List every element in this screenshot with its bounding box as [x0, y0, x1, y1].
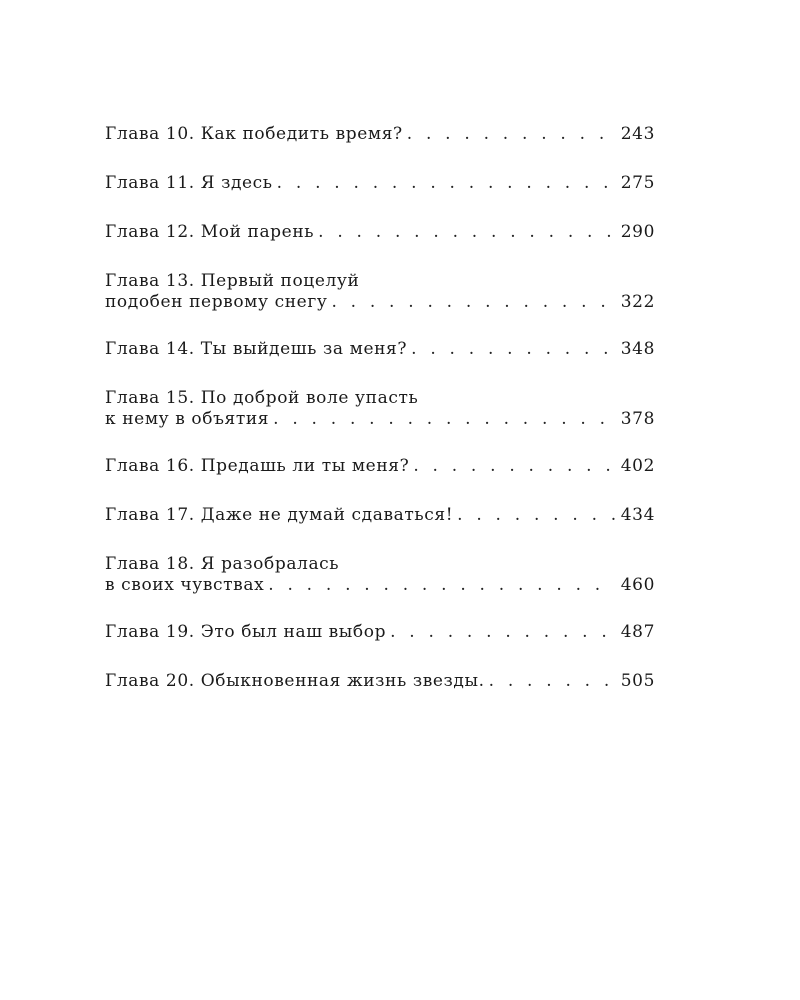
dot-leader	[407, 124, 615, 145]
chapter-title: Глава 11. Я здесь	[105, 173, 273, 193]
page-number: 275	[620, 173, 655, 193]
toc-entry-chapter-18	[105, 554, 655, 596]
chapter-title: Глава 20. Обыкновенная жизнь звезды.	[105, 671, 485, 691]
toc-entry-chapter-20	[105, 671, 655, 692]
table-of-contents	[105, 124, 655, 720]
toc-line	[105, 388, 655, 409]
toc-line	[105, 575, 655, 596]
toc-line	[105, 222, 655, 243]
toc-entry-chapter-15	[105, 388, 655, 430]
toc-entry-chapter-17	[105, 505, 655, 526]
chapter-title-continuation: в своих чувствах	[105, 575, 265, 595]
page-number: 348	[620, 339, 655, 359]
dot-leader	[457, 505, 615, 526]
chapter-title: Глава 16. Предашь ли ты меня?	[105, 456, 410, 476]
toc-line	[105, 173, 655, 194]
chapter-title: Глава 15. По доброй воле упасть	[105, 388, 419, 408]
toc-entry-chapter-14	[105, 339, 655, 360]
toc-entry-chapter-16	[105, 456, 655, 477]
toc-line	[105, 622, 655, 643]
chapter-title: Глава 10. Как победить время?	[105, 124, 403, 144]
toc-line	[105, 554, 655, 575]
toc-entry-chapter-10	[105, 124, 655, 145]
dot-leader	[318, 222, 615, 243]
page-number: 402	[620, 456, 655, 476]
page-number: 290	[620, 222, 655, 242]
page-number: 243	[620, 124, 655, 144]
toc-line	[105, 271, 655, 292]
page-number: 322	[620, 292, 655, 312]
chapter-title-continuation: подобен первому снегу	[105, 292, 328, 312]
toc-line	[105, 456, 655, 477]
dot-leader	[489, 671, 615, 692]
toc-entry-chapter-12	[105, 222, 655, 243]
chapter-title: Глава 12. Мой парень	[105, 222, 315, 242]
toc-line	[105, 339, 655, 360]
toc-line	[105, 671, 655, 692]
chapter-title: Глава 13. Первый поцелуй	[105, 271, 360, 291]
dot-leader	[331, 292, 614, 313]
page-number: 487	[620, 622, 655, 642]
chapter-title: Глава 18. Я разобралась	[105, 554, 340, 574]
chapter-title: Глава 19. Это был наш выбор	[105, 622, 387, 642]
toc-line	[105, 409, 655, 430]
dot-leader	[277, 173, 615, 194]
dot-leader	[390, 622, 615, 643]
toc-entry-chapter-11	[105, 173, 655, 194]
toc-line	[105, 292, 655, 313]
chapter-title: Глава 14. Ты выйдешь за меня?	[105, 339, 408, 359]
dot-leader	[273, 409, 615, 430]
page-number: 505	[620, 671, 655, 691]
page-number: 460	[620, 575, 655, 595]
toc-entry-chapter-19	[105, 622, 655, 643]
page-number: 434	[620, 505, 655, 525]
dot-leader	[413, 456, 614, 477]
toc-entry-chapter-13	[105, 271, 655, 313]
dot-leader	[411, 339, 615, 360]
page-number: 378	[620, 409, 655, 429]
chapter-title: Глава 17. Даже не думай сдаваться!	[105, 505, 454, 525]
toc-line	[105, 124, 655, 145]
chapter-title-continuation: к нему в объятия	[105, 409, 270, 429]
toc-line	[105, 505, 655, 526]
dot-leader	[268, 575, 614, 596]
